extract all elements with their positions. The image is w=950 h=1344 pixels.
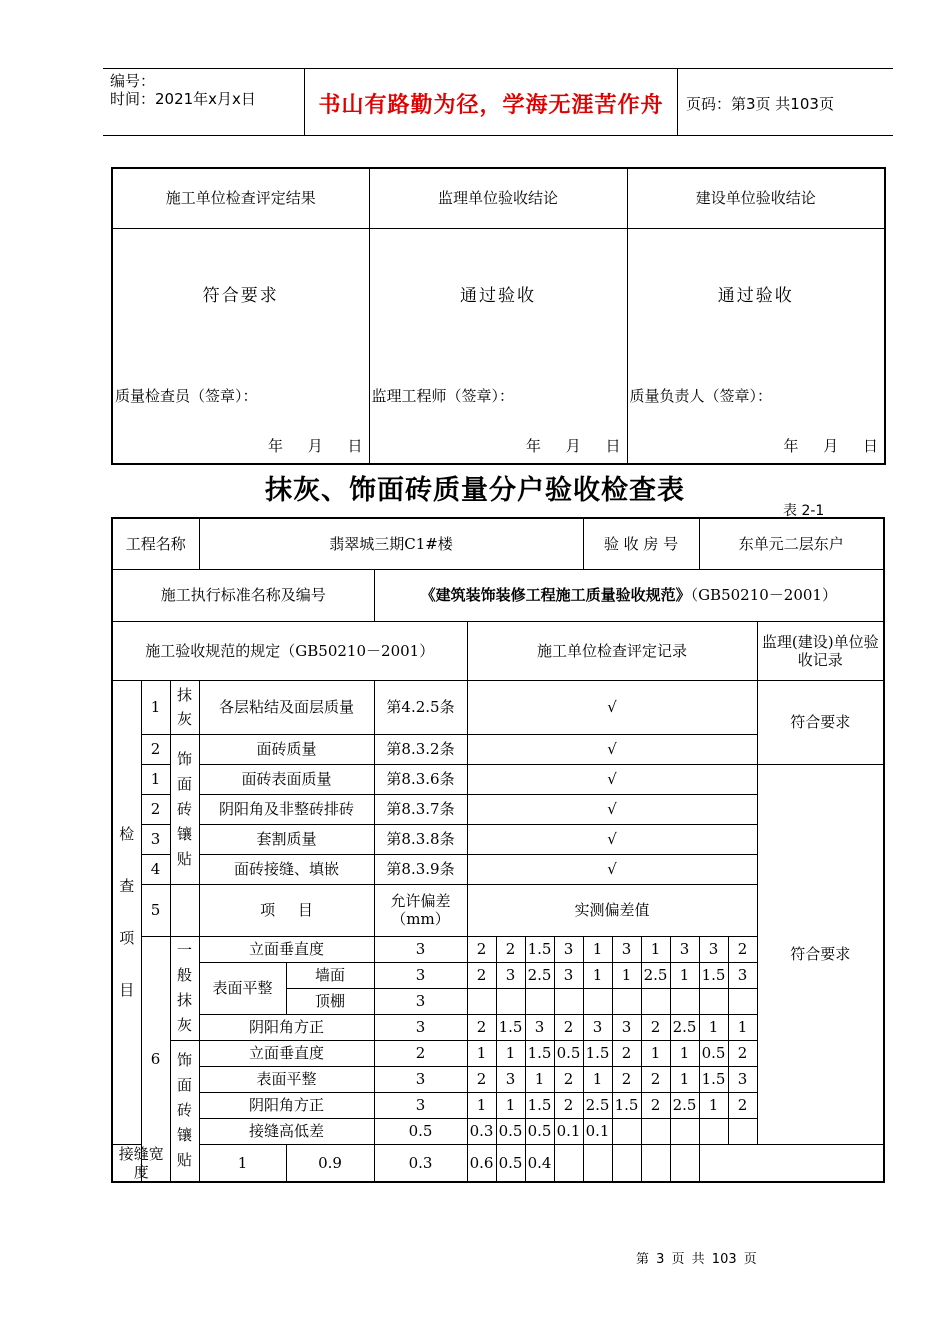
item-no: 6	[141, 936, 170, 1182]
group-plaster	[170, 680, 199, 734]
signoff-head: 建设单位验收结论	[627, 168, 885, 228]
blank-cell	[170, 884, 199, 936]
item-no: 1	[141, 680, 170, 734]
result-text: 通过验收	[460, 285, 536, 306]
measure-val: 2	[467, 936, 496, 962]
measure-tol: 3	[374, 1014, 467, 1040]
header-divider	[677, 68, 678, 136]
motto: 书山有路勤为径，学海无涯苦作舟	[318, 92, 664, 118]
measure-val: 3	[525, 1014, 554, 1040]
measure-val: 1.5	[699, 1066, 728, 1092]
measure-val: 1.5	[525, 936, 554, 962]
page-label: 页码：第3页 共103页	[686, 95, 834, 113]
signoff-head: 施工单位检查评定结果	[112, 168, 369, 228]
measure-val: 1	[641, 1040, 670, 1066]
group-plaster-text: 抹灰	[177, 686, 193, 728]
measure-val: 1	[670, 1040, 699, 1066]
measure-val: 3	[554, 962, 583, 988]
result-text: 通过验收	[717, 285, 794, 306]
item-clause: 第8.3.9条	[374, 854, 467, 884]
group-general	[170, 936, 199, 1040]
measure-val	[467, 988, 496, 1014]
measure-val: 1	[525, 1066, 554, 1092]
measure-val	[641, 988, 670, 1014]
measure-tol: 3	[374, 1092, 467, 1118]
measure-val: 1.5	[612, 1092, 641, 1118]
measure-val: 2	[554, 1014, 583, 1040]
measure-val: 1	[583, 936, 612, 962]
measure-val: 1	[496, 1040, 525, 1066]
measure-val: 2	[728, 936, 757, 962]
date-label: 年 月 日	[525, 436, 621, 455]
measure-val: 3	[554, 936, 583, 962]
measure-val: 3	[496, 1066, 525, 1092]
measure-val: 3	[612, 1014, 641, 1040]
side-label-text: 检查项目	[119, 825, 135, 999]
measure-val: 0.3	[374, 1144, 467, 1182]
item-no: 2	[141, 734, 170, 764]
date-label: 年 月 日	[783, 436, 878, 455]
page-title: 抹灰、饰面砖质量分户验收检查表	[265, 475, 685, 505]
measure-val: 1	[467, 1092, 496, 1118]
measure-val: 1	[670, 1066, 699, 1092]
item-name: 面砖表面质量	[199, 764, 374, 794]
measure-val	[670, 988, 699, 1014]
item-clause: 第8.3.2条	[374, 734, 467, 764]
measure-name: 接缝宽度	[112, 1144, 170, 1182]
measure-val: 2	[612, 1040, 641, 1066]
item-name: 阴阳角及非整砖排砖	[199, 794, 374, 824]
measure-val: 1	[670, 962, 699, 988]
group-tile-text: 饰面砖镶贴	[177, 749, 193, 868]
construction-record-head: 施工单位检查评定记录	[467, 621, 757, 680]
measure-val: 2.5	[583, 1092, 612, 1118]
standard-value-cell	[374, 569, 884, 621]
measure-val	[554, 988, 583, 1014]
page-footer: 第 3 页 共 103 页	[636, 1252, 757, 1267]
measure-val: 2	[641, 1092, 670, 1118]
measure-val: 3	[670, 936, 699, 962]
item-check: √	[467, 824, 757, 854]
measure-val	[525, 988, 554, 1014]
measure-tol: 3	[374, 962, 467, 988]
measure-val: 2.5	[525, 962, 554, 988]
measure-val: 2	[728, 1040, 757, 1066]
item-check: √	[467, 734, 757, 764]
surface-flat-label: 表面平整	[199, 962, 286, 1014]
measure-val: 1.5	[525, 1092, 554, 1118]
measure-val	[728, 988, 757, 1014]
number-label: 编号：	[110, 72, 156, 90]
project-label: 工程名称	[112, 518, 199, 569]
measure-val: 0.5	[554, 1040, 583, 1066]
measure-val: 0.5	[525, 1118, 554, 1144]
measure-val: 3	[728, 1066, 757, 1092]
measure-val: 1	[467, 1040, 496, 1066]
measure-name: 墙面	[286, 962, 374, 988]
measure-val	[612, 1118, 641, 1144]
measure-name: 表面平整	[199, 1066, 374, 1092]
signature-label: 质量检查员（签章）：	[115, 386, 258, 405]
measure-val: 2.5	[641, 962, 670, 988]
header-bottom-rule	[103, 135, 893, 136]
standard-code: （GB50210－2001）	[690, 586, 837, 604]
measure-val: 0.5	[496, 1144, 525, 1182]
item-no: 2	[141, 794, 170, 824]
signoff-head: 监理单位验收结论	[369, 168, 627, 228]
measure-val: 0.3	[467, 1118, 496, 1144]
group-general-text: 一般抹灰	[177, 941, 193, 1034]
measure-tol: 3	[374, 988, 467, 1014]
measure-val: 0.5	[699, 1040, 728, 1066]
project-value: 翡翠城三期C1#楼	[199, 518, 583, 569]
item-name: 面砖接缝、填嵌	[199, 854, 374, 884]
measure-val: 1.5	[699, 962, 728, 988]
measure-val	[612, 988, 641, 1014]
construction-conclusion-cell	[112, 228, 369, 464]
result-text: 符合要求	[202, 285, 279, 306]
measure-val	[699, 988, 728, 1014]
measure-val: 1	[728, 1014, 757, 1040]
measure-name: 接缝高低差	[199, 1118, 374, 1144]
measure-val: 3	[699, 936, 728, 962]
item-clause: 第8.3.6条	[374, 764, 467, 794]
measure-val: 2	[612, 1066, 641, 1092]
measure-val	[641, 1144, 670, 1182]
measure-val: 3	[496, 962, 525, 988]
result-bottom: 符合要求	[757, 764, 884, 1144]
item-name: 套割质量	[199, 824, 374, 854]
item-clause: 第8.3.8条	[374, 824, 467, 854]
room-value: 东单元二层东户	[699, 518, 884, 569]
measure-val: 0.1	[554, 1118, 583, 1144]
measure-name: 阴阳角方正	[199, 1014, 374, 1040]
measure-val: 0.9	[286, 1144, 374, 1182]
room-label: 验 收 房 号	[583, 518, 699, 569]
item-check: √	[467, 854, 757, 884]
standard-label: 施工执行标准名称及编号	[112, 569, 374, 621]
measure-val	[583, 1144, 612, 1182]
measure-tol: 3	[374, 936, 467, 962]
item-no: 5	[141, 884, 170, 936]
measure-val: 1	[496, 1092, 525, 1118]
measure-val: 0.5	[496, 1118, 525, 1144]
measure-val: 2.5	[670, 1092, 699, 1118]
measure-val	[728, 1118, 757, 1144]
measure-val: 1	[612, 962, 641, 988]
measure-name: 立面垂直度	[199, 936, 374, 962]
date-label: 年 月 日	[267, 436, 363, 455]
owner-conclusion-cell	[627, 228, 885, 464]
supervision-record-head: 监理(建设)单位验收记录	[757, 621, 884, 680]
measure-val	[554, 1144, 583, 1182]
measure-val: 2	[467, 1014, 496, 1040]
measure-tol: 2	[374, 1040, 467, 1066]
measure-val: 3	[728, 962, 757, 988]
table-number: 表 2-1	[783, 503, 825, 519]
measure-val: 1.5	[496, 1014, 525, 1040]
measure-val: 3	[612, 936, 641, 962]
measure-tol: 0.5	[374, 1118, 467, 1144]
measure-val: 1	[699, 1092, 728, 1118]
measure-val: 2	[641, 1014, 670, 1040]
group-tile2-text: 饰面砖镶贴	[177, 1051, 193, 1169]
supervision-conclusion-cell	[369, 228, 627, 464]
item-no: 3	[141, 824, 170, 854]
signature-label: 监理工程师（签章）：	[371, 386, 515, 405]
measure-val: 1	[583, 962, 612, 988]
result-top: 符合要求	[757, 680, 884, 764]
item-no: 4	[141, 854, 170, 884]
group-tile	[170, 734, 199, 884]
item-check: √	[467, 680, 757, 734]
measure-val: 1.5	[583, 1040, 612, 1066]
measure-val: 2.5	[670, 1014, 699, 1040]
measure-val: 2	[496, 936, 525, 962]
measure-tol: 1	[199, 1144, 286, 1182]
measure-name: 阴阳角方正	[199, 1092, 374, 1118]
measure-val: 2	[554, 1092, 583, 1118]
tolerance-head: 允许偏差（mm）	[374, 884, 467, 936]
measure-val	[583, 988, 612, 1014]
item-no: 1	[141, 764, 170, 794]
item-name: 各层粘结及面层质量	[199, 680, 374, 734]
group-tile2	[170, 1040, 199, 1182]
measure-val: 1.5	[525, 1040, 554, 1066]
measured-head: 实测偏差值	[467, 884, 757, 936]
measure-val	[641, 1118, 670, 1144]
side-label	[112, 680, 141, 1144]
measure-val: 2	[554, 1066, 583, 1092]
column-item-head: 项 目	[199, 884, 374, 936]
signoff-table	[111, 167, 886, 465]
measure-val: 3	[583, 1014, 612, 1040]
measure-val: 0.1	[583, 1118, 612, 1144]
measure-val	[496, 988, 525, 1014]
measure-val	[670, 1118, 699, 1144]
measure-val: 0.4	[525, 1144, 554, 1182]
measure-val: 2	[728, 1092, 757, 1118]
measure-val: 1	[583, 1066, 612, 1092]
header-top-rule	[103, 68, 893, 69]
measure-val: 1	[699, 1014, 728, 1040]
measure-val: 2	[641, 1066, 670, 1092]
item-name: 面砖质量	[199, 734, 374, 764]
spec-head: 施工验收规范的规定（GB50210－2001）	[112, 621, 467, 680]
measure-val	[670, 1144, 699, 1182]
item-check: √	[467, 794, 757, 824]
measure-tol: 3	[374, 1066, 467, 1092]
measure-val: 2	[467, 1066, 496, 1092]
measure-name: 顶棚	[286, 988, 374, 1014]
measure-name: 立面垂直度	[199, 1040, 374, 1066]
measure-val	[612, 1144, 641, 1182]
measure-val: 2	[467, 962, 496, 988]
time-label: 时间：2021年x月x日	[110, 90, 256, 108]
signature-label: 质量负责人（签章）：	[629, 386, 773, 405]
inspection-table	[111, 517, 885, 1183]
measure-val: 0.6	[467, 1144, 496, 1182]
standard-name: 《建筑装饰装修工程施工质量验收规范》	[420, 586, 691, 604]
measure-val: 1	[641, 936, 670, 962]
item-clause: 第4.2.5条	[374, 680, 467, 734]
measure-val	[699, 1118, 728, 1144]
item-check: √	[467, 764, 757, 794]
item-clause: 第8.3.7条	[374, 794, 467, 824]
